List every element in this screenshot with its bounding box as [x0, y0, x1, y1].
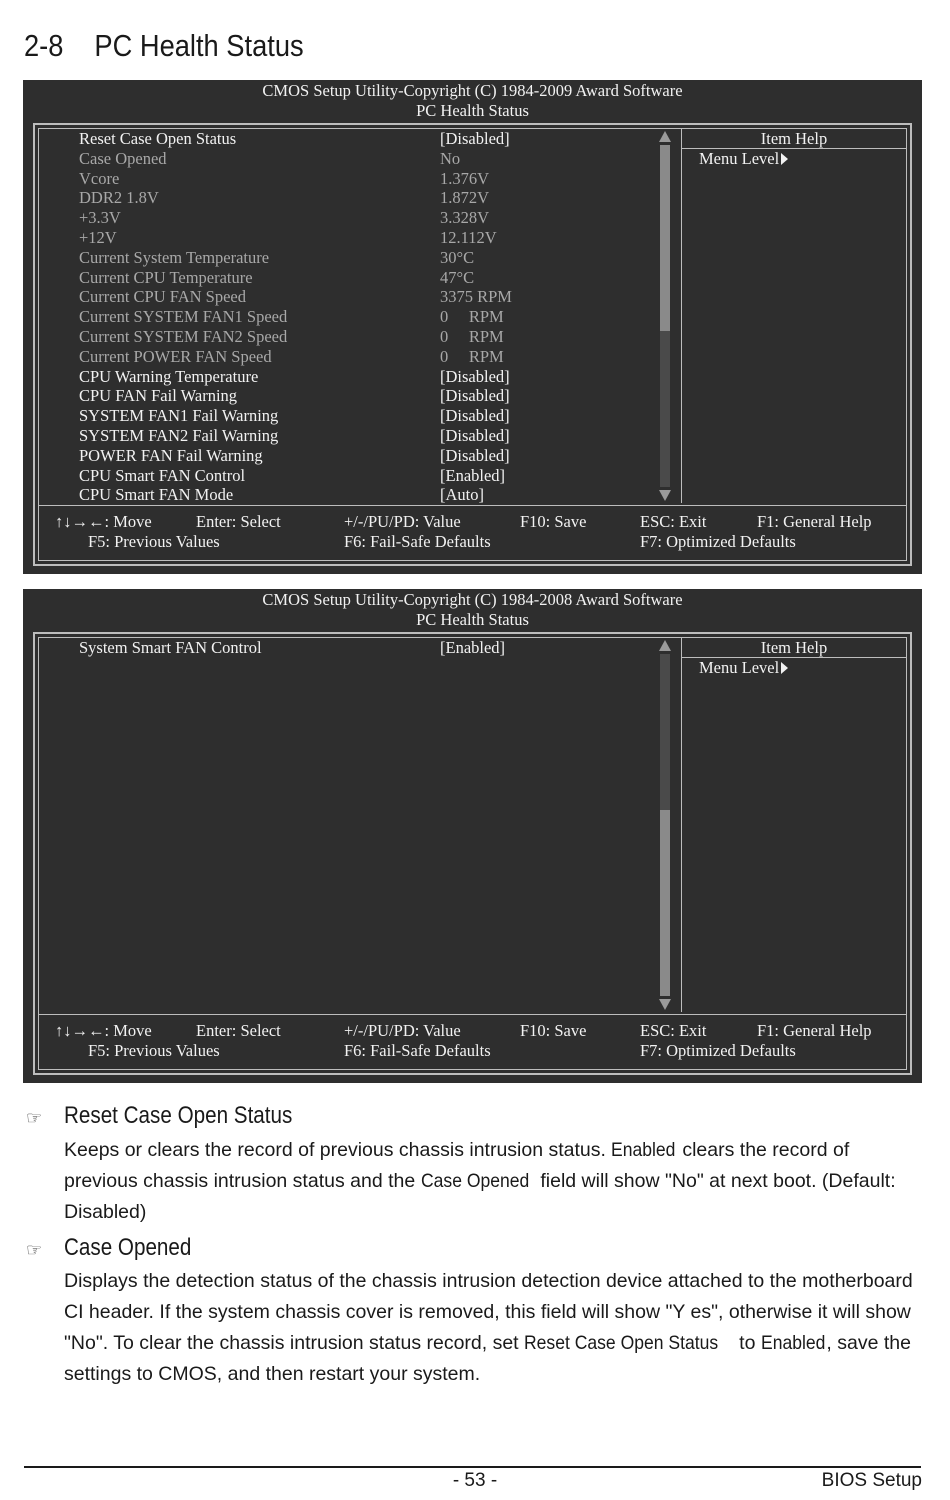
- footer-section: BIOS Setup: [821, 1470, 922, 1491]
- bios-inner-frame: [38, 128, 907, 561]
- item-help-title: Item Help: [682, 129, 906, 149]
- setting-value[interactable]: [Disabled]: [440, 386, 510, 406]
- setting-value[interactable]: 30°C: [440, 247, 475, 267]
- setting-label: DDR2 1.8V: [79, 188, 159, 208]
- bios-copyright: CMOS Setup Utility-Copyright (C) 1984-2008 Award Software: [262, 590, 683, 609]
- bios-frame: [33, 123, 912, 566]
- key-value: +/-/PU/PD: Value: [344, 512, 461, 531]
- bios-copyright: CMOS Setup Utility-Copyright (C) 1984-2009 Award Software: [262, 81, 683, 100]
- key-move: ↑↓→←: Move: [55, 512, 152, 531]
- setting-value[interactable]: 12.112V: [440, 228, 497, 247]
- setting-value[interactable]: No: [440, 148, 461, 168]
- bios-inner-frame: [38, 637, 907, 1070]
- key-save: F10: Save: [520, 1021, 587, 1040]
- setting-label: Reset Case Open Status: [79, 129, 237, 148]
- page-number: - 53 -: [452, 1470, 498, 1491]
- option-title: Reset Case Open Status: [64, 1102, 293, 1129]
- setting-label: Current POWER FAN Speed: [79, 346, 272, 366]
- key-exit: ESC: Exit: [640, 512, 707, 531]
- key-enter: Enter: Select: [196, 1021, 281, 1040]
- description-text: to: [733, 1332, 761, 1354]
- key-bar-divider: [39, 1014, 906, 1015]
- pointing-hand-icon: ☞: [26, 1240, 43, 1260]
- key-previous-values: F5: Previous Values: [88, 532, 220, 551]
- setting-value[interactable]: 3375 RPM: [440, 287, 512, 307]
- emphasized-term: Enabled: [760, 1332, 826, 1354]
- section-number: 2-8: [24, 28, 64, 63]
- key-optimized: F7: Optimized Defaults: [640, 532, 796, 551]
- setting-label: CPU Warning Temperature: [79, 366, 259, 386]
- bios-screen-1: [23, 80, 922, 574]
- description-text: field will show "No" at next boot. (Default: Disabled): [64, 1170, 896, 1223]
- setting-label: Current SYSTEM FAN1 Speed: [79, 307, 288, 327]
- scroll-thumb[interactable]: [660, 145, 670, 331]
- setting-label: Current CPU FAN Speed: [79, 287, 246, 307]
- section-heading: [24, 28, 304, 64]
- setting-label: +12V: [79, 228, 117, 247]
- triangle-right-icon: [781, 662, 788, 674]
- setting-label: POWER FAN Fail Warning: [79, 445, 263, 465]
- setting-value[interactable]: [Enabled]: [440, 465, 506, 485]
- setting-value[interactable]: 0 RPM: [440, 327, 504, 346]
- setting-label: System Smart FAN Control: [79, 638, 262, 657]
- setting-label: CPU Smart FAN Control: [79, 465, 246, 485]
- scroll-down-arrow-icon[interactable]: [659, 490, 671, 501]
- menu-level-label: Menu Level: [699, 149, 780, 168]
- key-enter: Enter: Select: [196, 512, 281, 531]
- setting-value[interactable]: [Disabled]: [440, 445, 510, 465]
- menu-level-label: Menu Level: [699, 658, 780, 677]
- setting-value[interactable]: 0 RPM: [440, 307, 504, 327]
- triangle-right-icon: [781, 153, 788, 165]
- setting-label: Current System Temperature: [79, 247, 270, 267]
- description-text: clears the record of previous chassis intrusion status and the: [64, 1139, 850, 1192]
- key-exit: ESC: Exit: [640, 1021, 707, 1040]
- option-title: Case Opened: [64, 1234, 192, 1261]
- bios-screen-title: PC Health Status: [416, 610, 529, 629]
- setting-value[interactable]: 47°C: [440, 267, 475, 287]
- scrollbar[interactable]: [659, 640, 671, 1010]
- setting-label: SYSTEM FAN1 Fail Warning: [79, 406, 279, 426]
- emphasized-term: Case Opened: [420, 1170, 529, 1192]
- setting-value[interactable]: [Auto]: [440, 485, 484, 505]
- setting-label: CPU Smart FAN Mode: [79, 485, 234, 505]
- key-optimized: F7: Optimized Defaults: [640, 1041, 796, 1060]
- section-title: PC Health Status: [94, 28, 304, 63]
- setting-value[interactable]: 1.872V: [440, 188, 490, 208]
- bios-screen-title: PC Health Status: [416, 101, 529, 120]
- key-fail-safe: F6: Fail-Safe Defaults: [344, 1041, 491, 1060]
- scrollbar[interactable]: [659, 131, 671, 501]
- setting-value[interactable]: [Enabled]: [440, 638, 506, 657]
- scroll-thumb[interactable]: [660, 810, 670, 996]
- option-description: [64, 1135, 924, 1228]
- setting-label: Vcore: [79, 168, 120, 188]
- description-text: Displays the detection status of the chassis intrusion detection device attached to the motherboard CI header. If the system chassis cover is removed, this field will show "Y es", otherwise it will show "No". To clear the chassis intrusion status record, set: [64, 1270, 913, 1354]
- bios-screen-2: [23, 589, 922, 1083]
- emphasized-term: Reset Case Open Status: [524, 1332, 719, 1354]
- setting-value[interactable]: [Disabled]: [440, 406, 510, 426]
- pointing-hand-icon: ☞: [26, 1108, 43, 1128]
- bios-frame: [33, 632, 912, 1075]
- key-move: ↑↓→←: Move: [55, 1021, 152, 1040]
- description-text: Keeps or clears the record of previous chassis intrusion status.: [64, 1139, 612, 1161]
- key-help: F1: General Help: [757, 512, 872, 531]
- help-divider: [681, 129, 682, 503]
- menu-level: [699, 149, 788, 169]
- setting-label: Case Opened: [79, 148, 167, 168]
- menu-level: [699, 658, 788, 678]
- setting-label: Current SYSTEM FAN2 Speed: [79, 327, 288, 346]
- key-previous-values: F5: Previous Values: [88, 1041, 220, 1060]
- scroll-up-arrow-icon[interactable]: [659, 640, 671, 651]
- help-divider: [681, 638, 682, 1012]
- key-bar-divider: [39, 505, 906, 506]
- setting-value[interactable]: 3.328V: [440, 208, 490, 228]
- item-help-title: Item Help: [682, 638, 906, 658]
- setting-value[interactable]: [Disabled]: [440, 129, 510, 148]
- key-value: +/-/PU/PD: Value: [344, 1021, 461, 1040]
- setting-value[interactable]: [Disabled]: [440, 366, 510, 386]
- setting-value[interactable]: 0 RPM: [440, 346, 504, 366]
- setting-label: SYSTEM FAN2 Fail Warning: [79, 426, 279, 445]
- setting-label: CPU FAN Fail Warning: [79, 386, 238, 406]
- footer-rule: [24, 1466, 921, 1468]
- scroll-up-arrow-icon[interactable]: [659, 131, 671, 142]
- key-help: F1: General Help: [757, 1021, 872, 1040]
- description-text: , save the settings to CMOS, and then restart your system.: [64, 1332, 911, 1385]
- setting-value[interactable]: [Disabled]: [440, 426, 510, 445]
- setting-label: Current CPU Temperature: [79, 267, 253, 287]
- scroll-down-arrow-icon[interactable]: [659, 999, 671, 1010]
- emphasized-term: Enabled: [611, 1139, 676, 1161]
- option-description: [64, 1266, 924, 1390]
- setting-label: +3.3V: [79, 208, 121, 228]
- setting-value[interactable]: 1.376V: [440, 168, 490, 188]
- key-save: F10: Save: [520, 512, 587, 531]
- key-fail-safe: F6: Fail-Safe Defaults: [344, 532, 491, 551]
